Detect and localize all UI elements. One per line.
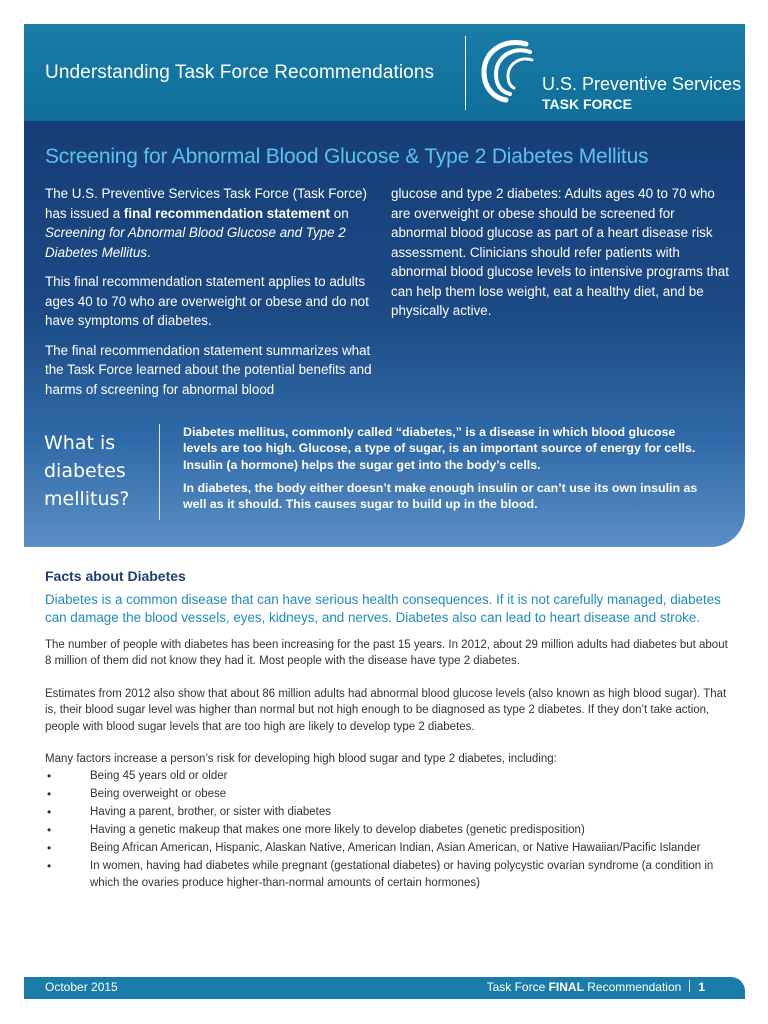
bullet-icon: • — [47, 841, 52, 855]
diabetes-definition — [183, 424, 713, 519]
list-item: • Having a parent, brother, or sister with diabetes — [47, 805, 331, 819]
facts-lead: Diabetes is a common disease that can have serious health consequences. If it is not carefully managed, diabetes can damage the blood vessels, eyes, kidneys, and nerves. Diabetes also can lead to heart disease and stroke. — [45, 592, 721, 625]
facts-heading: Facts about Diabetes — [45, 568, 186, 584]
list-item: • In women, having had diabetes while pregnant (gestational diabetes) or having polycystic ovarian syndrome (a condition in which the ovaries produce higher-than-normal amounts of certain hormones) — [47, 859, 714, 889]
uspstf-logo — [476, 36, 742, 116]
final-recommendation-term: final recommendation statement — [123, 205, 331, 221]
facts-paragraph-1: The number of people with diabetes has been increasing for the past 15 years. In 2012, about 29 million adults had diabetes but about 8 million of them did not know they had it. Most people with the disease have type 2 diabetes. — [45, 639, 728, 668]
what-is-diabetes-heading: What is diabetes mellitus? — [44, 432, 130, 510]
header-band — [24, 24, 745, 121]
header-divider — [465, 36, 466, 110]
bullet-icon: • — [47, 769, 52, 783]
header-title: Understanding Task Force Recommendations — [45, 62, 435, 83]
facts-paragraph-2: Estimates from 2012 also show that about 86 million adults had abnormal blood glucose levels (also known as high blood sugar). That is, their blood sugar level was higher than normal but not high enough to be diagnosed as type 2 diabetes. If they don’t take action, people with blood sugar levels that are too high are likely to develop type 2 diabetes. — [45, 688, 727, 733]
bullet-icon: • — [47, 787, 52, 801]
risk-factors-list — [45, 768, 730, 893]
definition-paragraph-1: Diabetes mellitus, commonly called “diabetes,” is a disease in which blood glucose levels are too high. Glucose, a type of sugar, is an important source of energy for cells. Insulin (a hormone) helps the sugar get into the body’s cells. — [183, 425, 696, 472]
footer-final-label: FINAL — [548, 980, 584, 994]
bullet-icon: • — [47, 859, 52, 873]
uspstf-swoosh-icon — [476, 36, 546, 106]
logo-text-primary: U.S. Preventive Services — [542, 74, 742, 94]
intro-paragraph-2: This final recommendation statement applies to adults ages 40 to 70 who are overweight or obese and do not have symptoms of diabetes. — [45, 274, 369, 328]
intro-column-left — [45, 184, 375, 409]
intro-paragraph-3-continued: glucose and type 2 diabetes: Adults ages 40 to 70 who are overweight or obese should be screened for abnormal blood glucose as part of a heart disease risk assessment. Clinicians should refer patients with abnormal blood glucose levels to intensive programs that can help them lose weight, eat a healthy diet, and be physically active. — [391, 186, 729, 318]
bullet-icon: • — [47, 823, 52, 837]
page-title: Screening for Abnormal Blood Glucose & Type 2 Diabetes Mellitus — [45, 145, 649, 168]
intro-panel — [24, 121, 745, 547]
page-number: 1 — [698, 980, 705, 994]
intro-paragraph-3: The final recommendation statement summarizes what the Task Force learned about the potential benefits and harms of screening for abnormal blood — [45, 342, 372, 397]
intro-column-right — [391, 184, 731, 331]
footer-divider — [689, 980, 690, 992]
list-item: • Having a genetic makeup that makes one more likely to develop diabetes (genetic predisposition) — [47, 823, 585, 837]
definition-divider — [159, 424, 160, 520]
logo-text-secondary: TASK FORCE — [542, 96, 632, 112]
footer-date: October 2015 — [45, 980, 118, 994]
list-item: • Being overweight or obese — [47, 787, 227, 801]
footer-band — [24, 977, 745, 999]
footer-label: Task Force FINAL Recommendation 1 — [486, 980, 705, 994]
bullet-icon: • — [47, 805, 52, 819]
statement-title: Screening for Abnormal Blood Glucose and Type 2 Diabetes Mellitus — [45, 225, 346, 260]
facts-paragraph-3: Many factors increase a person’s risk for developing high blood sugar and type 2 diabetes, including: — [45, 753, 557, 765]
list-item: • Being 45 years old or older — [47, 769, 228, 783]
definition-paragraph-2: In diabetes, the body either doesn’t make enough insulin or can’t use its own insulin as well as it should. This causes sugar to build up in the blood. — [183, 480, 698, 512]
intro-paragraph-1: The U.S. Preventive Services Task Force (Task Force) has issued a final recommendation statement on Screening for Abnormal Blood Glucose and Type 2 Diabetes Mellitus. — [45, 186, 367, 260]
list-item: • Being African American, Hispanic, Alaskan Native, American Indian, Asian American, or Native Hawaiian/Pacific Islander — [47, 841, 701, 855]
